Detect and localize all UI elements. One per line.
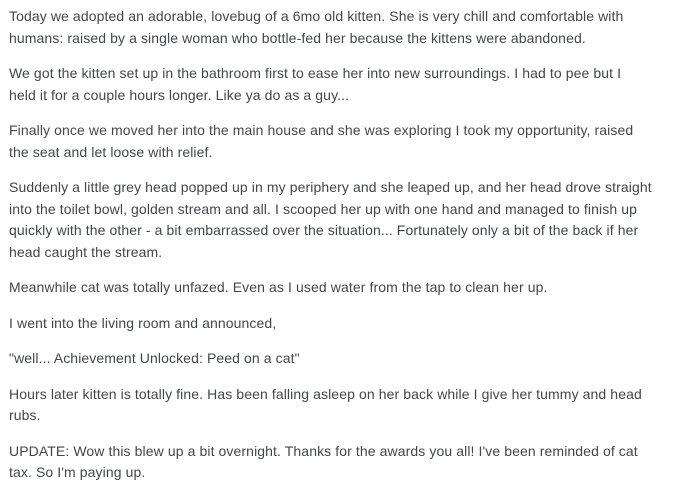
paragraph — [9, 63, 700, 106]
text-line: quickly with the other - a bit embarrassed over the situation... Fortunately only a bit of the back if her — [9, 222, 639, 238]
text-line: held it for a couple hours longer. Like ya do as a guy... — [9, 86, 350, 103]
text-line: Today we adopted an adorable, lovebug of a 6mo old kitten. She is very chill and comfortable with — [9, 8, 624, 24]
paragraph — [9, 120, 700, 163]
text-line: rubs. — [9, 407, 41, 423]
paragraph — [9, 277, 700, 299]
text-line: UPDATE: Wow this blew up a bit overnight. Thanks for the awards you all! I've been reminded of cat — [9, 442, 638, 459]
text-line: tax. So I'm paying up. — [9, 464, 146, 480]
paragraph — [9, 177, 700, 263]
text-line: head caught the stream. — [9, 243, 163, 260]
text-line: humans: raised by a single woman who bottle-fed her because the kittens were abandoned. — [9, 29, 586, 46]
text-line: into the toilet bowl, golden stream and all. I scooped her up with one hand and managed to finish up — [9, 200, 637, 217]
paragraph — [9, 384, 700, 427]
text-line: "well... Achievement Unlocked: Peed on a cat" — [9, 350, 300, 366]
paragraph — [9, 441, 700, 484]
text-line: Meanwhile cat was totally unfazed. Even as I used water from the tap to clean her up. — [9, 279, 548, 295]
text-line: We got the kitten set up in the bathroom first to ease her into new surroundings. I had to pee but I — [9, 65, 622, 81]
text-line: I went into the living room and announced, — [9, 314, 277, 331]
text-line: Finally once we moved her into the main house and she was exploring I took my opportunity, raised — [9, 122, 634, 138]
text-line: Suddenly a little grey head popped up in my periphery and she leaped up, and her head drove straight — [9, 179, 652, 195]
paragraph — [9, 313, 700, 335]
text-line: Hours later kitten is totally fine. Has been falling asleep on her back while I give her tummy and head — [9, 385, 642, 402]
paragraph — [9, 348, 700, 370]
paragraph — [9, 6, 700, 49]
text-line: the seat and let loose with relief. — [9, 143, 213, 160]
